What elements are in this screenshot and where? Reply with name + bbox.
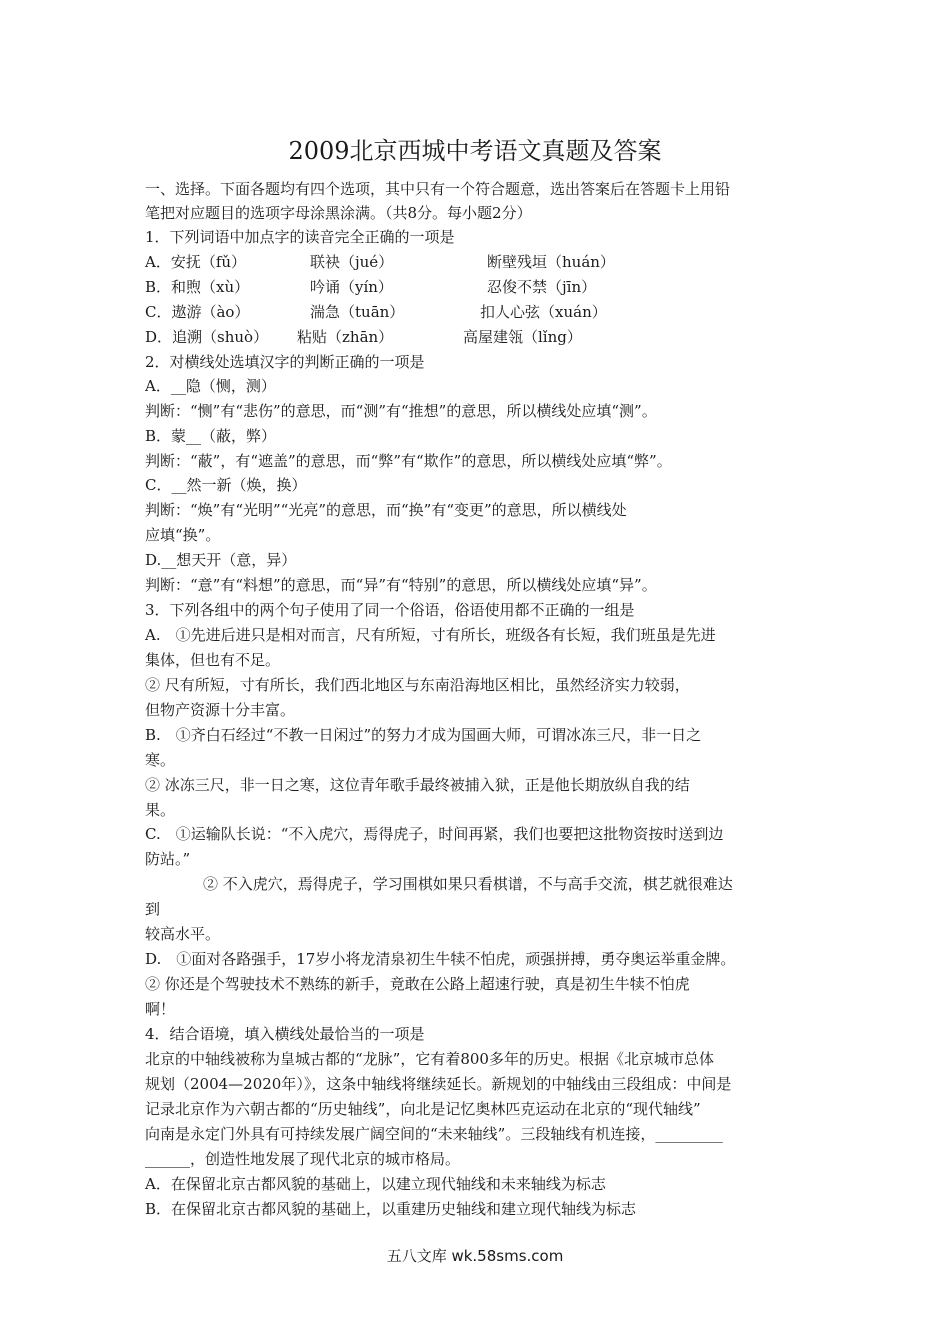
question-3-d-line-2: ② 你还是个驾驶技术不熟练的新手，竟敢在公路上超速行驶，真是初生牛犊不怕虎 <box>145 975 690 993</box>
question-4-option-a: A．在保留北京古都风貌的基础上，以建立现代轴线和未来轴线为标志 <box>145 1175 606 1193</box>
question-3-c-line-3: ② 不入虎穴，焉得虎子，学习围棋如果只看棋谱，不与高手交流，棋艺就很难达 <box>203 875 733 893</box>
question-3-b-line-2: 寒。 <box>145 751 176 769</box>
question-3-c-line-2: 防站。” <box>145 850 191 868</box>
question-4-passage-line-3: 记录北京作为六朝古都的“历史轴线”，向北是记忆奥林匹克运动在北京的“现代轴线” <box>145 1100 701 1118</box>
question-4-passage-line-4: 向南是永定门外具有可持续发展广阔空间的“未来轴线”。三段轴线有机连接，_________ <box>145 1125 723 1143</box>
option-c-word-3: 扣人心弦（xuán） <box>480 303 607 321</box>
question-2-option-b: B．蒙__（蔽，弊） <box>145 427 277 445</box>
question-2-option-d: D.__想天开（意，异） <box>145 551 297 569</box>
question-4-stem: 4．结合语境，填入横线处最恰当的一项是 <box>145 1025 425 1043</box>
question-3-c-line-5: 较高水平。 <box>145 925 221 943</box>
footer-watermark: 五八文库 wk.58sms.com <box>386 1247 564 1265</box>
question-3-d-line-1: D. ①面对各路强手，17岁小将龙清泉初生牛犊不怕虎，顽强拼搏，勇夺奥运举重金牌。 <box>145 950 736 968</box>
question-3-a-line-3: ② 尺有所短，寸有所长，我们西北地区与东南沿海地区相比，虽然经济实力较弱， <box>145 676 690 694</box>
question-3-a-line-4: 但物产资源十分丰富。 <box>145 701 296 719</box>
instructions-line-2: 笔把对应题目的选项字母涂黑涂满。（共8分。每小题2分） <box>145 204 532 222</box>
option-b-word-2: 吟诵（yín） <box>310 278 393 296</box>
question-3-a-line-1: A. ①先进后进只是相对而言，尺有所短，寸有所长，班级各有长短，我们班虽是先进 <box>145 626 716 644</box>
option-b-word-1: B．和煦（xù） <box>145 278 250 296</box>
question-2-judgment-d: 判断：“意”有“料想”的意思，而“异”有“特别”的意思，所以横线处应填“异”。 <box>145 576 657 594</box>
instructions-line-1: 一、选择。下面各题均有四个选项，其中只有一个符合题意，选出答案后在答题卡上用铅 <box>145 180 731 198</box>
question-2-stem: 2．对横线处选填汉字的判断正确的一项是 <box>145 353 425 371</box>
question-3-b-line-1: B. ①齐白石经过“不教一日闲过”的努力才成为国画大师，可谓冰冻三尺，非一日之 <box>145 726 702 744</box>
option-c-word-2: 湍急（tuān） <box>310 303 405 321</box>
question-3-d-line-3: 啊！ <box>145 1000 176 1018</box>
question-4-passage-line-2: 规划（2004—2020年）》，这条中轴线将继续延长。新规划的中轴线由三段组成：中间是 <box>145 1075 732 1093</box>
page-title: 2009北京西城中考语文真题及答案 <box>288 137 662 165</box>
question-2-option-a: A．__隐（恻，测） <box>145 377 276 395</box>
option-a-word-1: A．安抚（fǔ） <box>145 253 247 271</box>
option-a-word-3: 断壁残垣（huán） <box>487 253 615 271</box>
question-3-stem: 3．下列各组中的两个句子使用了同一个俗语，俗语使用都不正确的一组是 <box>145 601 635 619</box>
option-b-word-3: 忍俊不禁（jīn） <box>487 278 597 296</box>
question-3-b-line-3: ② 冰冻三尺，非一日之寒，这位青年歌手最终被捕入狱，正是他长期放纵自我的结 <box>145 776 690 794</box>
question-3-b-line-4: 果。 <box>145 801 176 819</box>
question-2-judgment-a: 判断：“恻”有“悲伤”的意思，而“测”有“推想”的意思，所以横线处应填“测”。 <box>145 402 657 420</box>
question-3-c-line-4: 到 <box>145 900 161 918</box>
question-3-c-line-1: C. ①运输队长说：“不入虎穴，焉得虎子，时间再紧，我们也要把这批物资按时送到边 <box>145 825 724 843</box>
option-d-word-1: D．追溯（shuò） <box>145 328 269 346</box>
option-a-word-2: 联袂（jué） <box>310 253 394 271</box>
option-d-word-3: 高屋建瓴（lǐng） <box>463 328 582 346</box>
question-2-option-c: C．__然一新（焕，换） <box>145 476 307 494</box>
question-3-a-line-2: 集体，但也有不足。 <box>145 651 281 669</box>
question-4-option-b: B．在保留北京古都风貌的基础上，以重建历史轴线和建立现代轴线为标志 <box>145 1200 637 1218</box>
question-4-passage-line-1: 北京的中轴线被称为皇城古都的“龙脉”，它有着800多年的历史。根据《北京城市总体 <box>145 1050 714 1068</box>
question-2-judgment-c-line-2: 应填“换”。 <box>145 526 221 544</box>
question-2-judgment-c-line-1: 判断：“焕”有“光明”“光亮”的意思，而“换”有“变更”的意思，所以横线处 <box>145 501 627 519</box>
option-d-word-2: 粘贴（zhān） <box>297 328 394 346</box>
question-4-passage-line-5: ______，创造性地发展了现代北京的城市格局。 <box>145 1150 461 1168</box>
question-2-judgment-b: 判断：“蔽”，有“遮盖”的意思，而“弊”有“欺作”的意思，所以横线处应填“弊”。 <box>145 452 672 470</box>
option-c-word-1: C．遨游（ào） <box>145 303 250 321</box>
question-1-stem: 1．下列词语中加点字的读音完全正确的一项是 <box>145 228 455 246</box>
